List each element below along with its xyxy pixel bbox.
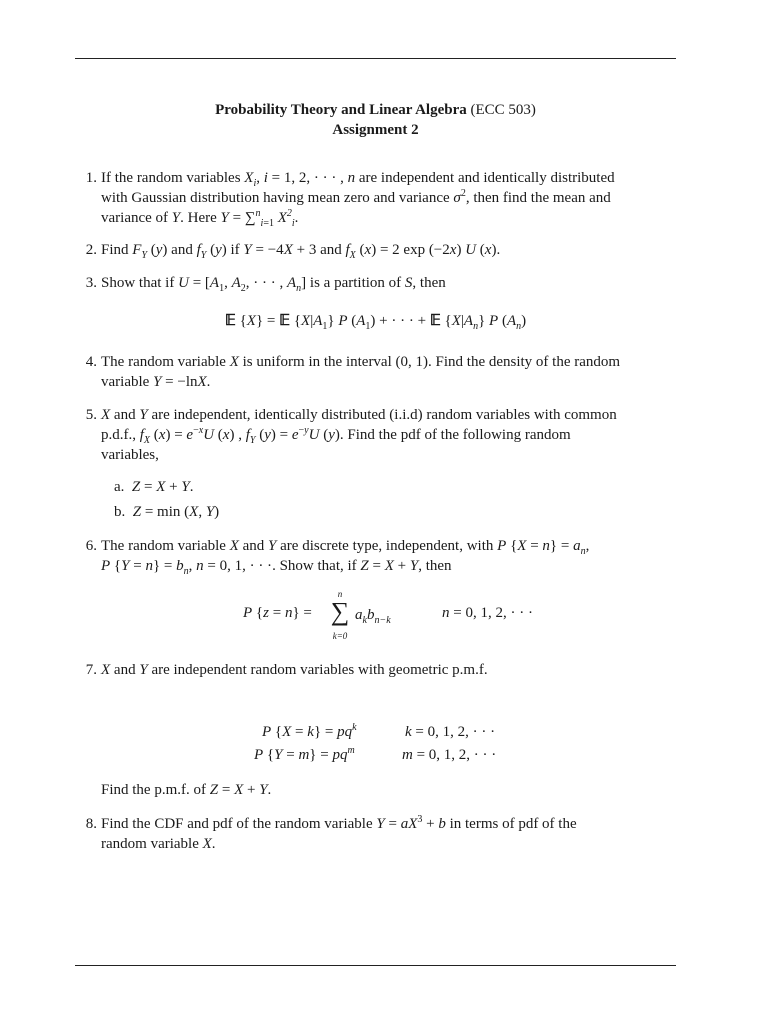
question-text: X and Y are independent random variables with geometric p.m.f.	[101, 662, 488, 678]
equation-pmf-x: P $\{X = k\} = pq^k$	[262, 722, 357, 740]
question-text: The random variable X and Y are discrete type, independent, with P $\{X = n\} = a_n$, P $\{Y = n\} = b_n$, n = 0, 1, · · ·. Show that, if Z = X + Y, then	[101, 538, 590, 577]
question-number: 8.	[85, 816, 97, 832]
question-number: 4.	[85, 354, 97, 370]
equation-total-expectation: 𝔼 {X} = 𝔼 $\{X|A_1\}$ P $(A_1)$ + · · · + 𝔼 $\{X|A_n\}$ P $(A_n)$	[224, 313, 527, 332]
question-1	[75, 168, 676, 228]
question-7-followup: Find the p.m.f. of Z = X + Y.	[101, 782, 272, 798]
question-number: 5.	[85, 407, 97, 423]
bottom-rule	[75, 965, 676, 966]
equation-pmf-x-range: k = 0, 1, 2, · · ·	[405, 724, 496, 740]
document-header	[75, 100, 676, 140]
course-title: Probability Theory and Linear Algebra	[215, 102, 467, 118]
question-number: 7.	[85, 662, 97, 678]
equation-pmf-y: P $\{Y = m\} = pq^m$	[254, 745, 355, 763]
top-rule	[75, 58, 676, 59]
question-text: Find the CDF and pdf of the random variable $Y = aX^3 + b$ in terms of pdf of the random variable X.	[101, 814, 577, 852]
q5-part-a: a. Z = X + Y.	[114, 479, 194, 495]
question-text: If the random variables $X_i$, i = 1, 2, · · · , n are independent and identically distributed with Gaussian distribution having mean zero and variance $\sigma^2$, then find the mean and variance of Y. Here Y = ∑$^n_{i=1}$ $X^2_i$.	[101, 170, 615, 229]
question-text: Show that if $U = [A_1$, $A_2$, · · · , $A_n$] is a partition of S, then	[101, 275, 446, 294]
question-3	[75, 273, 676, 293]
equation-convolution-range: n = 0, 1, 2, · · ·	[442, 605, 533, 621]
assignment-title: Assignment 2	[332, 122, 419, 138]
question-7	[75, 660, 676, 680]
course-code: (ECC 503)	[470, 102, 536, 118]
question-6	[75, 536, 676, 576]
equation-pmf-y-range: m = 0, 1, 2, · · ·	[402, 747, 497, 763]
question-2	[75, 240, 676, 260]
question-4	[75, 352, 676, 392]
equation-convolution-rhs: $a_kb_{n-k}$	[355, 607, 391, 626]
question-text: X and Y are independent, identically distributed (i.i.d) random variables with common p.d.f., $f_X$ $(x) = e^{-x}U$ (x) , $f_Y$ $(y) = e^{-y}U$ (y). Find the pdf of the following random variables,	[101, 407, 617, 463]
question-text: The random variable X is uniform in the interval (0, 1). Find the density of the random variable Y = −lnX.	[101, 354, 621, 390]
question-5	[75, 405, 676, 465]
question-text: Find $F_Y$ (y) and $f_Y$ (y) if Y = −4X + 3 and $f_X$ (x) = 2 exp (−2x) U (x).	[101, 242, 501, 261]
question-number: 6.	[85, 538, 97, 554]
summation-symbol: n ∑ k=0	[330, 589, 350, 641]
equation-convolution-lhs: P {z = n} =	[243, 605, 312, 621]
question-number: 2.	[85, 242, 97, 258]
course-title-line	[75, 100, 676, 120]
question-number: 1.	[85, 170, 97, 186]
question-number: 3.	[85, 275, 97, 291]
question-8	[75, 814, 676, 854]
q5-part-b: b. Z = min (X, Y)	[114, 504, 220, 520]
